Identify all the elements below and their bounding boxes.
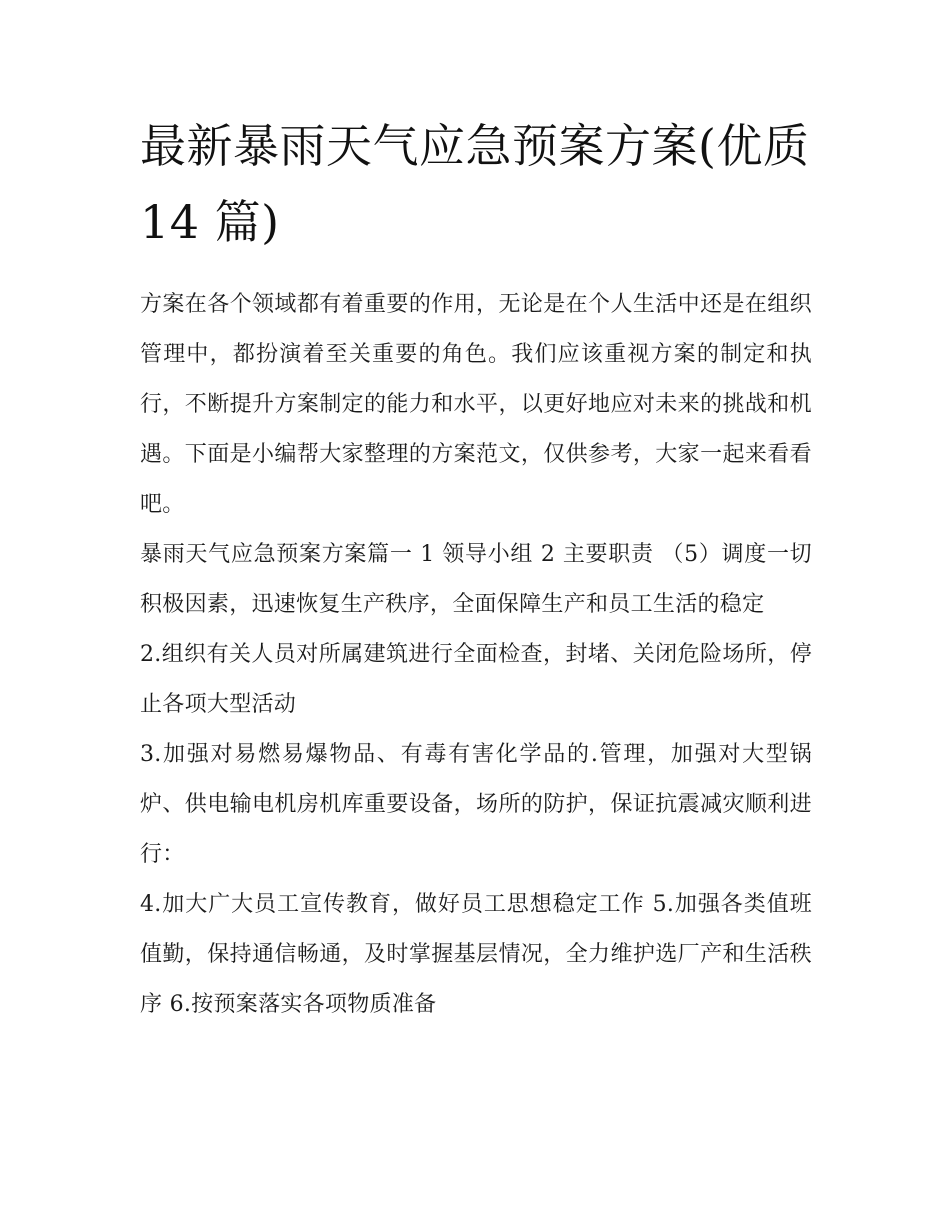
document-body xyxy=(140,108,812,1030)
item-4-paragraph: 4.加大广大员工宣传教育，做好员工思想稳定工作 5.加强各类值班值勤，保持通信畅通，及时掌握基层情况，全力维护选厂产和生活秩序 6.按预案落实各项物质准备 xyxy=(140,892,812,1017)
item-3-paragraph: 3.加强对易燃易爆物品、有毒有害化学品的.管理，加强对大型锅炉、供电输电机房机库重要设备，场所的防护，保证抗震减灾顺利进行： xyxy=(140,742,812,867)
item-2-paragraph: 2.组织有关人员对所属建筑进行全面检查，封堵、关闭危险场所，停止各项大型活动 xyxy=(140,642,812,717)
intro-paragraph: 方案在各个领域都有着重要的作用，无论是在个人生活中还是在组织管理中，都扮演着至关重要的角色。我们应该重视方案的制定和执行，不断提升方案制定的能力和水平，以更好地应对未来的挑战和机遇。下面是小编帮大家整理的方案范文，仅供参考，大家一起来看看吧。 xyxy=(140,292,812,517)
section-one-paragraph: 暴雨天气应急预案方案篇一 1 领导小组 2 主要职责 （5）调度一切积极因素，迅速恢复生产秩序，全面保障生产和员工生活的稳定 xyxy=(140,542,812,617)
document-title: 最新暴雨天气应急预案方案(优质 14 篇) xyxy=(140,119,810,249)
